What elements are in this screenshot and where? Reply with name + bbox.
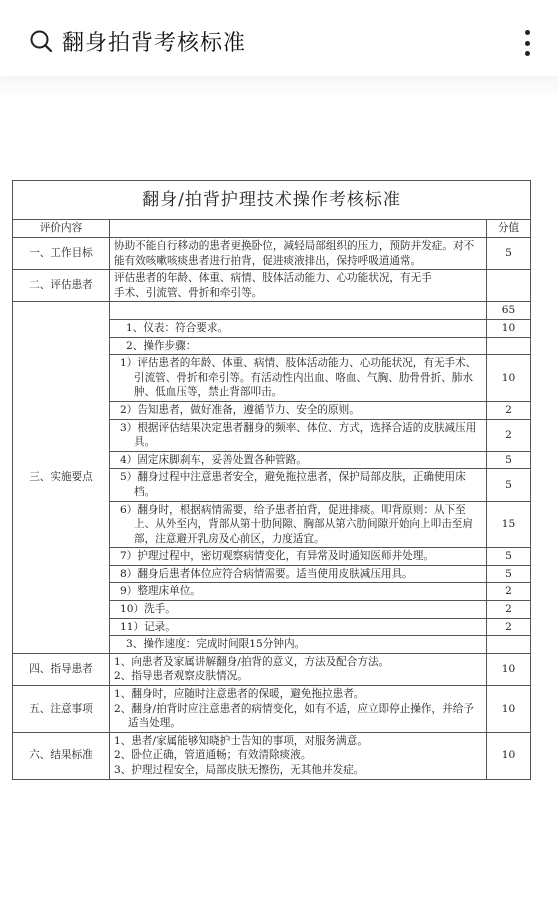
item-text: 3、操作速度：完成时间限15分钟内。 [110, 636, 487, 654]
table-row [13, 270, 531, 302]
item-score: 2 [487, 618, 531, 636]
text-line: 1、患者/家属能够知晓护士告知的事项，对服务满意。 [114, 734, 368, 747]
item-text: 3）根据评估结果决定患者翻身的频率、体位、方式，选择合适的皮肤减压用具。 [110, 419, 487, 451]
table-row [13, 302, 531, 320]
section-score: 5 [487, 238, 531, 270]
text-line: 3、护理过程安全，局部皮肤无擦伤，无其他并发症。 [114, 764, 365, 776]
text-line: 手术、引流管、骨折和牵引等。 [114, 286, 263, 299]
item-text: 4）固定床脚刹车，妥善处置各种管路。 [110, 451, 487, 469]
item-text: 11）记录。 [110, 618, 487, 636]
search-icon[interactable] [30, 30, 52, 52]
item-text: 2、操作步骤： [110, 337, 487, 355]
column-header-score: 分值 [487, 220, 531, 238]
item-score: 2 [487, 419, 531, 451]
section-category: 四、指导患者 [13, 653, 110, 685]
item-score: 65 [487, 302, 531, 320]
more-vert-icon[interactable] [524, 30, 530, 56]
item-score [487, 337, 531, 355]
section-score: 10 [487, 732, 531, 779]
item-text: 10）洗手。 [110, 601, 487, 619]
item-text: 1）评估患者的年龄、体重、病情、肢体活动能力、心功能状况，有无手术、引流管、骨折和牵引等。有活动性内出血、咯血、气胸、肋骨骨折、肺水肿、低血压等，禁止背部叩击。 [110, 355, 487, 402]
table-row [13, 686, 531, 733]
item-text: 1、仪表：符合要求。 [110, 319, 487, 337]
section-category: 二、评估患者 [13, 270, 110, 302]
item-text: 8）翻身后患者体位应符合病情需要。适当使用皮肤减压用具。 [110, 565, 487, 583]
item-text: 6）翻身时，根据病情需要，给予患者拍背，促进排痰。叩背原则：从下至上、从外至内，背部从第十肋间隙、胸部从第六肋间隙开始向上叩击至肩部，注意避开乳房及心前区，力度适宜。 [110, 501, 487, 548]
document-title: 翻身/拍背护理技术操作考核标准 [13, 181, 531, 220]
section-category: 六、结果标准 [13, 732, 110, 779]
section-text [110, 732, 487, 779]
section-score: 10 [487, 686, 531, 733]
text-line: 1、向患者及家属讲解翻身/拍背的意义，方法及配合方法。 [114, 655, 390, 668]
table-row [13, 653, 531, 685]
table-row [13, 238, 531, 270]
page-title[interactable]: 翻身拍背考核标准 [62, 31, 247, 56]
item-score: 5 [487, 548, 531, 566]
item-score: 2 [487, 583, 531, 601]
text-line: 2、卧位正确，管道通畅；有效清除痰液。 [114, 749, 312, 762]
section-text [110, 270, 487, 302]
item-text: 5）翻身过程中注意患者安全，避免拖拉患者，保护局部皮肤，正确使用床档。 [110, 469, 487, 501]
item-text: 7）护理过程中，密切观察病情变化，有异常及时通知医师并处理。 [110, 548, 487, 566]
item-text: 9）整理床单位。 [110, 583, 487, 601]
item-score: 5 [487, 469, 531, 501]
section-category: 一、工作目标 [13, 238, 110, 270]
item-score: 10 [487, 355, 531, 402]
section-text [110, 238, 487, 270]
item-score: 2 [487, 601, 531, 619]
text-line: 1、翻身时，应随时注意患者的保暖，避免拖拉患者。 [114, 688, 365, 701]
document-image [12, 180, 530, 780]
section-score [487, 270, 531, 302]
section-category: 五、注意事项 [13, 686, 110, 733]
text-line: 协助不能自行移动的患者更换卧位，减轻局部组织的压力，预防并发症。对不能有效咳嗽咳痰患者进行拍背，促进痰液排出，保持呼吸道通常。 [114, 240, 475, 267]
item-text [110, 302, 487, 320]
section-category: 三、实施要点 [13, 302, 110, 653]
header-divider [0, 78, 558, 100]
item-score: 2 [487, 401, 531, 419]
item-score: 10 [487, 319, 531, 337]
text-line: 评估患者的年龄、体重、病情、肢体活动能力、心功能状况，有无手 [114, 272, 432, 285]
section-text [110, 653, 487, 685]
item-score: 15 [487, 501, 531, 548]
section-score: 10 [487, 653, 531, 685]
item-score [487, 636, 531, 654]
text-line: 2、指导患者观察皮肤情况。 [114, 670, 248, 683]
item-score: 5 [487, 565, 531, 583]
column-header-content: 评价内容 [13, 220, 110, 238]
item-text: 2）告知患者，做好准备，遵循节力、安全的原则。 [110, 401, 487, 419]
item-score: 5 [487, 451, 531, 469]
app-header [0, 0, 558, 76]
text-line: 2、翻身/拍背时应注意患者的病情变化，如有不适，应立即停止操作，并给予适当处理。 [114, 702, 474, 730]
table-row [13, 732, 531, 779]
assessment-table [12, 180, 531, 780]
column-header-blank [110, 220, 487, 238]
section-text [110, 686, 487, 733]
